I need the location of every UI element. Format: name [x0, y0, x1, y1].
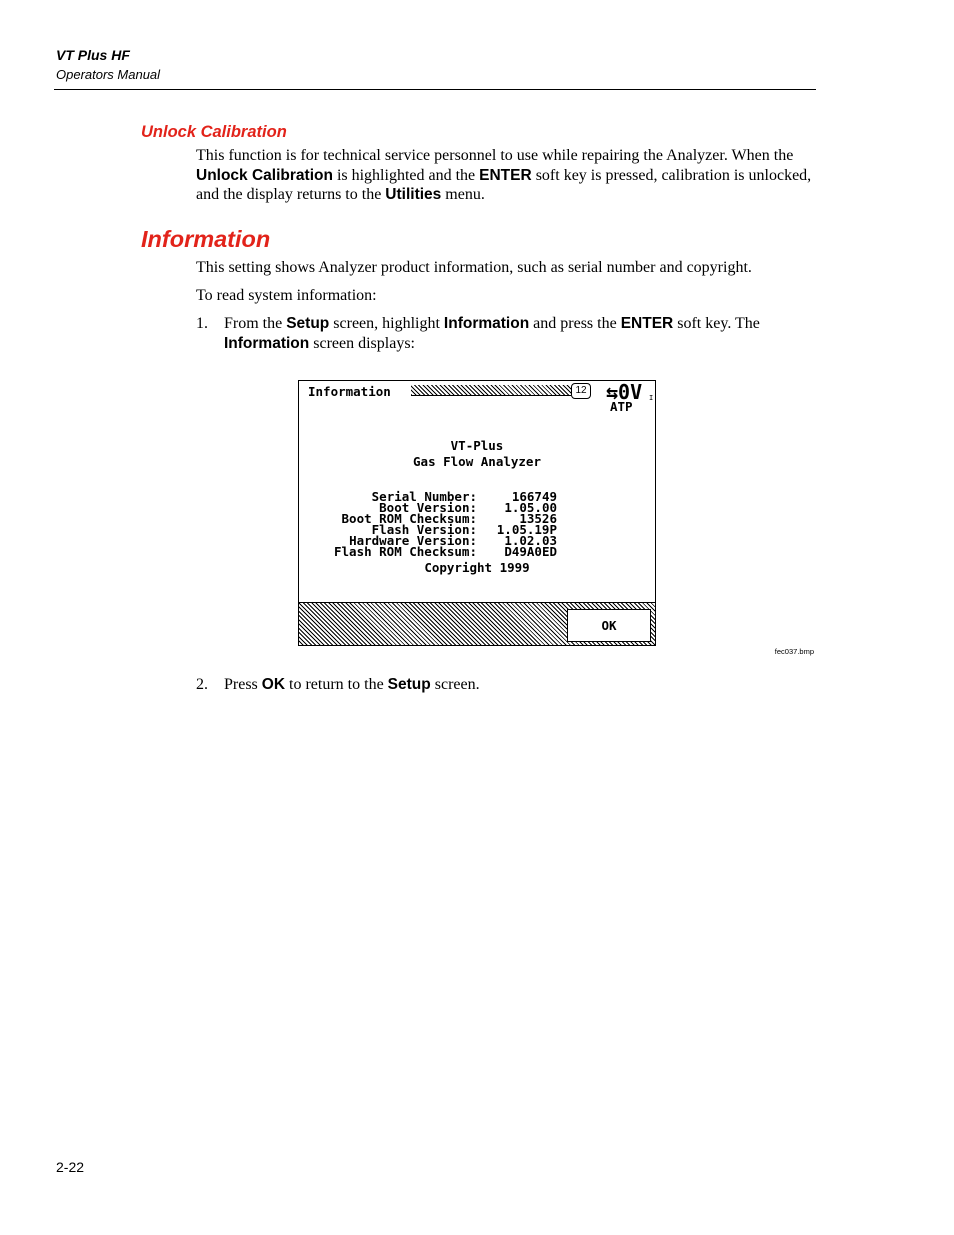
info-label: Boot ROM Checksum: [341, 511, 477, 526]
info-label: Hardware Version: [349, 533, 477, 548]
keyword-ok: OK [261, 676, 286, 693]
info-value: 166749 [511, 489, 557, 504]
product-name: VT-Plus [450, 438, 504, 453]
info-label: Flash Version: [371, 522, 477, 537]
information-screen-figure [298, 380, 656, 646]
page-number: 2-22 [56, 1159, 85, 1175]
ok-button[interactable]: OK [567, 609, 651, 642]
info-value: 1.05.00 [504, 500, 557, 515]
text-run: and press the [529, 315, 621, 332]
atp-label: ATP [610, 399, 633, 414]
title-bar-pattern [411, 385, 571, 396]
step-text [224, 675, 820, 695]
gauge-value: 0 [618, 380, 631, 404]
keyword-unlock-calibration: Unlock Calibration [196, 166, 333, 184]
information-instruction: To read system information: [196, 287, 377, 304]
info-value: 13526 [519, 511, 557, 526]
step-number: 2. [196, 676, 208, 693]
keyword-setup: Setup [387, 676, 431, 693]
step-number: 1. [196, 315, 208, 332]
text-run: soft key is pressed, calibration is unlocked, and the display returns to the [196, 166, 812, 203]
text-run: is highlighted and the [332, 166, 480, 184]
text-run: screen, highlight [329, 315, 444, 332]
keyword-information: Information [443, 315, 530, 332]
info-label: Boot Version: [379, 500, 477, 515]
information-heading: Information [141, 226, 271, 252]
info-value: 1.02.03 [504, 533, 557, 548]
product-description: Gas Flow Analyzer [413, 454, 541, 469]
keyword-enter: ENTER [479, 166, 532, 184]
text-run: screen. [430, 676, 480, 693]
keyword-information: Information [224, 334, 310, 352]
text-run: Press [224, 676, 262, 693]
gauge-arrow-icon: ⇆ [606, 380, 619, 404]
unlock-calibration-heading: Unlock Calibration [141, 123, 287, 141]
keyword-enter: ENTER [620, 315, 674, 332]
text-run: This function is for technical service personnel to use while repairing the Analyzer. When the [196, 147, 794, 164]
text-run: screen displays: [309, 334, 415, 352]
text-run: to return to the [285, 676, 388, 693]
manual-subtitle: Operators Manual [56, 67, 161, 82]
header-divider [54, 89, 816, 90]
manual-title: VT Plus HF [56, 47, 130, 63]
unlock-calibration-paragraph [196, 146, 820, 205]
info-row-flash-rom-checksum [299, 546, 655, 558]
step-text [224, 314, 820, 353]
figure-caption: fec037.bmp [774, 647, 814, 656]
text-run: soft key. The [673, 315, 760, 332]
soft-key-bar [299, 602, 655, 646]
copyright-text: Copyright 1999 [424, 560, 530, 575]
keyword-utilities: Utilities [385, 186, 442, 203]
screen-badge: 12 [571, 383, 591, 399]
volume-icon: V [630, 380, 643, 404]
screen-title: Information [308, 384, 391, 399]
info-label: Flash ROM Checksum: [334, 544, 477, 559]
gauge-subscript: I [649, 394, 654, 402]
info-value: D49A0ED [504, 544, 557, 559]
info-value: 1.05.19P [496, 522, 557, 537]
keyword-setup: Setup [286, 315, 330, 332]
text-run: menu. [441, 186, 485, 203]
text-run: From the [224, 315, 287, 332]
info-label: Serial Number: [371, 489, 477, 504]
information-intro: This setting shows Analyzer product information, such as serial number and copyright. [196, 259, 752, 276]
